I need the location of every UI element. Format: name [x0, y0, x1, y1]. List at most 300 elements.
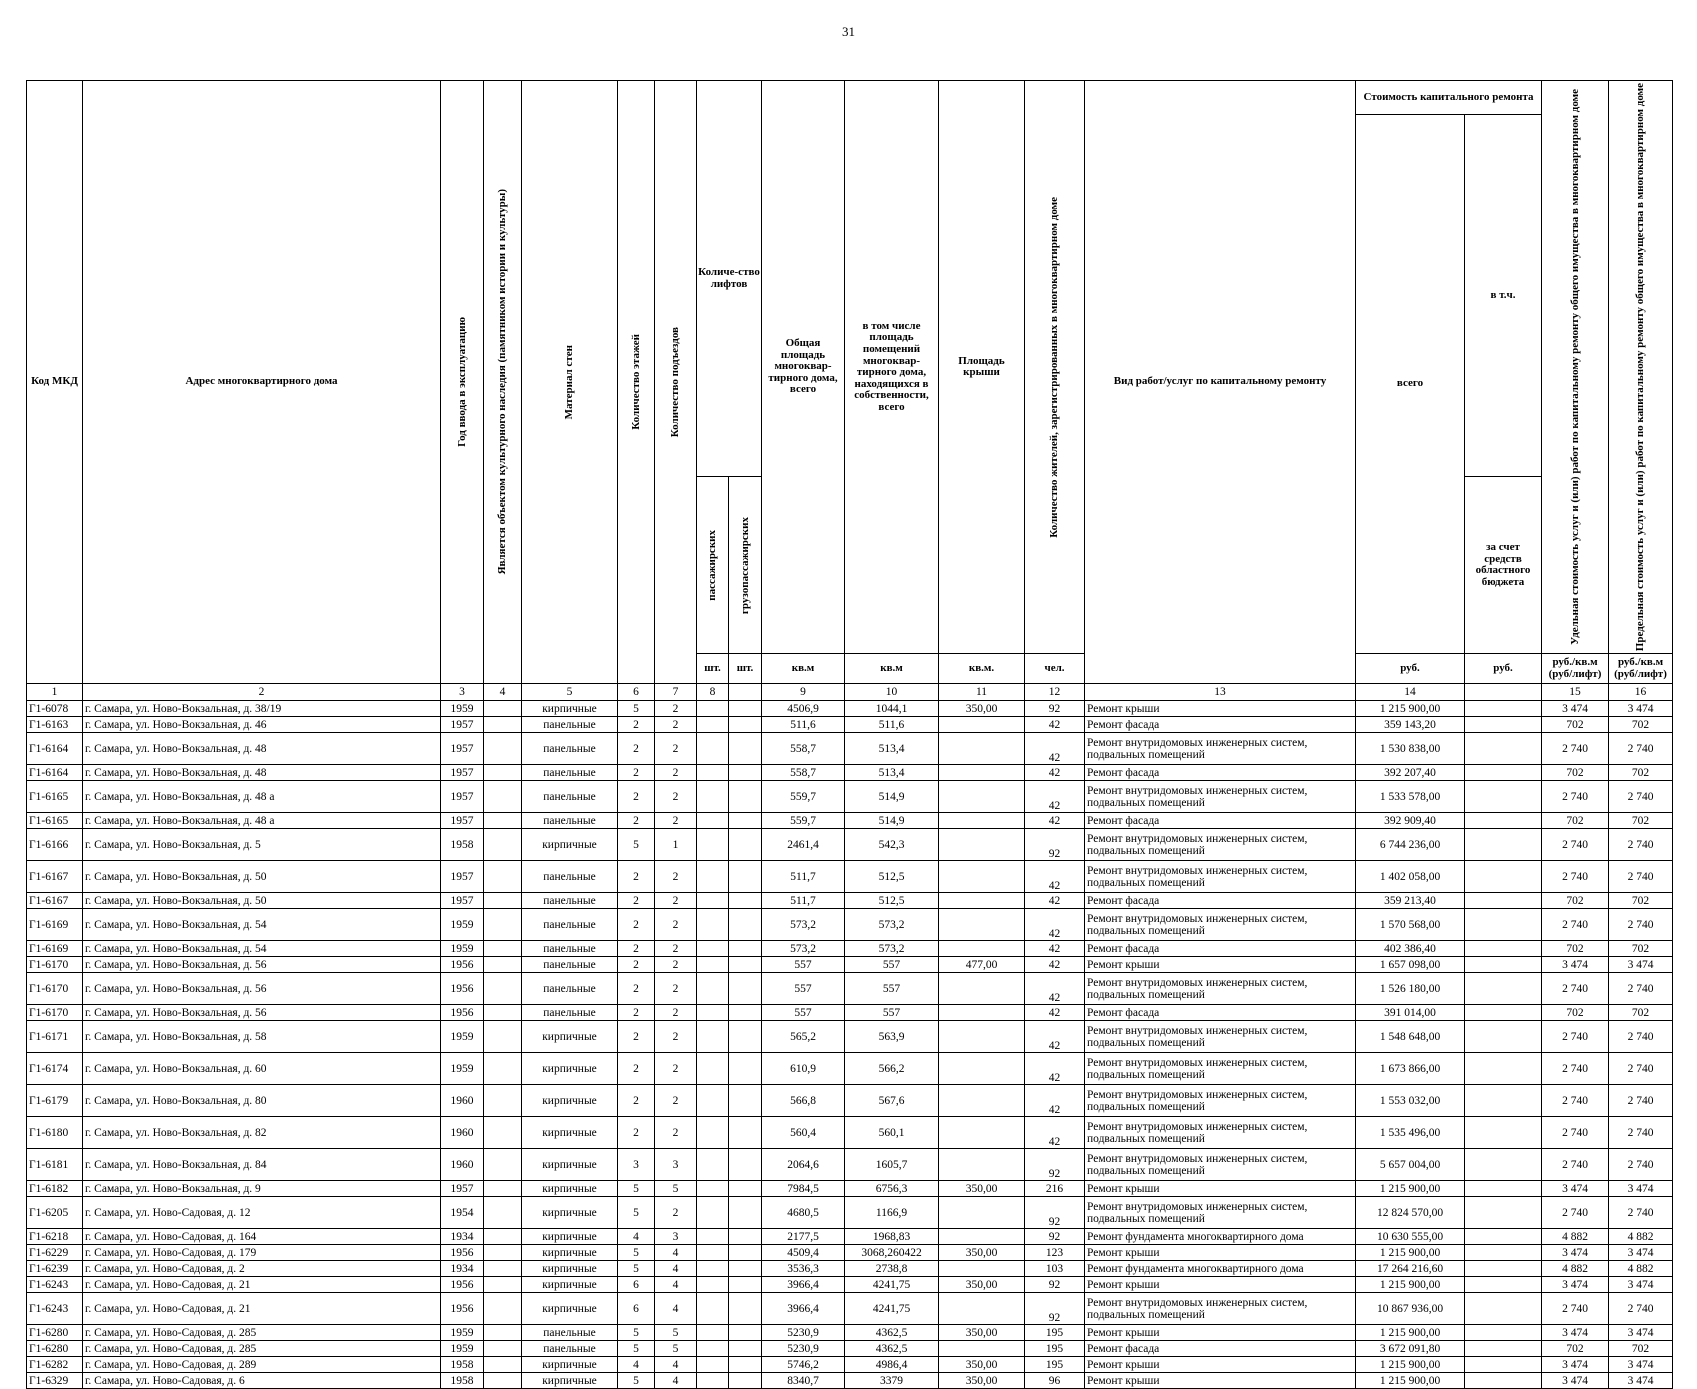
cell-address: г. Самара, ул. Ново-Вокзальная, д. 60	[83, 1053, 441, 1085]
cell-address: г. Самара, ул. Ново-Садовая, д. 21	[83, 1293, 441, 1325]
cell-lifts-cargo	[729, 829, 762, 861]
cell-address: г. Самара, ул. Ново-Вокзальная, д. 84	[83, 1149, 441, 1181]
cell-unit-cost: 2 740	[1542, 1117, 1609, 1149]
column-number: 10	[845, 684, 939, 701]
cell-owned-area: 1044,1	[845, 701, 939, 717]
cell-cost-regional	[1465, 957, 1542, 973]
cell-entrances: 2	[655, 1053, 697, 1085]
unit-lifts-cargo: шт.	[729, 654, 762, 684]
cell-cost-regional	[1465, 973, 1542, 1005]
cell-work-type: Ремонт фасада	[1085, 941, 1356, 957]
cell-walls: панельные	[522, 733, 618, 765]
cell-roof-area	[939, 941, 1025, 957]
cell-unit-cost: 2 740	[1542, 1197, 1609, 1229]
cell-unit-cost: 2 740	[1542, 1021, 1609, 1053]
cell-owned-area: 4362,5	[845, 1341, 939, 1357]
cell-year: 1957	[441, 861, 484, 893]
cell-lifts-pass	[697, 701, 729, 717]
cell-total-area: 560,4	[762, 1117, 845, 1149]
cell-cost-total: 359 143,20	[1356, 717, 1465, 733]
cell-work-type: Ремонт внутридомовых инженерных систем, подвальных помещений	[1085, 1021, 1356, 1053]
cell-roof-area	[939, 1005, 1025, 1021]
cell-cost-total: 6 744 236,00	[1356, 829, 1465, 861]
cell-heritage	[484, 909, 522, 941]
cell-heritage	[484, 973, 522, 1005]
cell-address: г. Самара, ул. Ново-Вокзальная, д. 54	[83, 941, 441, 957]
page-number: 31	[842, 24, 855, 39]
cell-lifts-cargo	[729, 1149, 762, 1181]
cell-entrances: 4	[655, 1293, 697, 1325]
cell-roof-area: 350,00	[939, 1181, 1025, 1197]
table-row	[27, 1149, 1673, 1181]
cell-lifts-cargo	[729, 1293, 762, 1325]
cell-code: Г1-6243	[27, 1293, 83, 1325]
cell-work-type: Ремонт крыши	[1085, 1181, 1356, 1197]
cell-code: Г1-6167	[27, 861, 83, 893]
cell-unit-cost: 2 740	[1542, 1053, 1609, 1085]
cell-code: Г1-6169	[27, 941, 83, 957]
cell-lifts-cargo	[729, 781, 762, 813]
col-entrances-header: Количество подъездов	[655, 81, 697, 684]
cell-year: 1956	[441, 1293, 484, 1325]
cell-lifts-cargo	[729, 909, 762, 941]
cell-cost-total: 5 657 004,00	[1356, 1149, 1465, 1181]
col-walls-header: Материал стен	[522, 81, 618, 684]
cell-address: г. Самара, ул. Ново-Вокзальная, д. 9	[83, 1181, 441, 1197]
cell-lifts-pass	[697, 1005, 729, 1021]
cell-residents: 42	[1025, 733, 1085, 765]
cell-heritage	[484, 1085, 522, 1117]
cell-unit-cost: 2 740	[1542, 829, 1609, 861]
cell-code: Г1-6078	[27, 701, 83, 717]
cell-roof-area	[939, 1341, 1025, 1357]
cell-year: 1959	[441, 1341, 484, 1357]
cell-total-area: 4506,9	[762, 701, 845, 717]
cell-cost-total: 1 535 496,00	[1356, 1117, 1465, 1149]
cell-lifts-pass	[697, 941, 729, 957]
cell-entrances: 2	[655, 893, 697, 909]
cell-heritage	[484, 1261, 522, 1277]
cell-total-area: 558,7	[762, 765, 845, 781]
cell-walls: панельные	[522, 957, 618, 973]
cell-unit-cost: 3 474	[1542, 1181, 1609, 1197]
cell-residents: 92	[1025, 829, 1085, 861]
table-row	[27, 1277, 1673, 1293]
cell-floors: 5	[618, 1261, 655, 1277]
table-row	[27, 829, 1673, 861]
cell-work-type: Ремонт внутридомовых инженерных систем, подвальных помещений	[1085, 1053, 1356, 1085]
table-row	[27, 1197, 1673, 1229]
cell-address: г. Самара, ул. Ново-Вокзальная, д. 5	[83, 829, 441, 861]
column-number: 13	[1085, 684, 1356, 701]
cell-residents: 42	[1025, 1085, 1085, 1117]
cell-owned-area: 6756,3	[845, 1181, 939, 1197]
cell-work-type: Ремонт внутридомовых инженерных систем, подвальных помещений	[1085, 1149, 1356, 1181]
cell-year: 1959	[441, 941, 484, 957]
cell-owned-area: 512,5	[845, 861, 939, 893]
table-row	[27, 733, 1673, 765]
column-number: 15	[1542, 684, 1609, 701]
cell-roof-area	[939, 1229, 1025, 1245]
cell-total-area: 2177,5	[762, 1229, 845, 1245]
cell-year: 1960	[441, 1085, 484, 1117]
table-row	[27, 781, 1673, 813]
cell-walls: кирпичные	[522, 1261, 618, 1277]
cell-work-type: Ремонт внутридомовых инженерных систем, подвальных помещений	[1085, 973, 1356, 1005]
cell-total-area: 573,2	[762, 941, 845, 957]
cell-code: Г1-6218	[27, 1229, 83, 1245]
cell-heritage	[484, 1277, 522, 1293]
cell-unit-cost: 3 474	[1542, 1277, 1609, 1293]
cell-address: г. Самара, ул. Ново-Вокзальная, д. 50	[83, 861, 441, 893]
cell-roof-area	[939, 717, 1025, 733]
cell-cost-regional	[1465, 781, 1542, 813]
repair-register-table	[26, 80, 1673, 1389]
cell-lifts-pass	[697, 1357, 729, 1373]
cell-floors: 2	[618, 1021, 655, 1053]
cell-residents: 195	[1025, 1357, 1085, 1373]
cell-work-type: Ремонт фундамента многоквартирного дома	[1085, 1261, 1356, 1277]
cell-year: 1954	[441, 1197, 484, 1229]
unit-max-cost: руб./кв.м (руб/лифт)	[1609, 654, 1673, 684]
cell-cost-total: 1 215 900,00	[1356, 1373, 1465, 1389]
cell-code: Г1-6170	[27, 957, 83, 973]
cell-lifts-pass	[697, 781, 729, 813]
cell-owned-area: 542,3	[845, 829, 939, 861]
cell-lifts-pass	[697, 813, 729, 829]
cell-lifts-cargo	[729, 1229, 762, 1245]
cell-work-type: Ремонт внутридомовых инженерных систем, подвальных помещений	[1085, 1197, 1356, 1229]
cell-code: Г1-6164	[27, 765, 83, 781]
cell-work-type: Ремонт фасада	[1085, 1341, 1356, 1357]
table-row	[27, 1053, 1673, 1085]
cell-floors: 5	[618, 1325, 655, 1341]
cell-cost-total: 3 672 091,80	[1356, 1341, 1465, 1357]
cell-lifts-pass	[697, 1085, 729, 1117]
cell-entrances: 2	[655, 1005, 697, 1021]
cell-floors: 4	[618, 1229, 655, 1245]
cell-heritage	[484, 1053, 522, 1085]
table-row	[27, 1117, 1673, 1149]
cell-residents: 92	[1025, 1229, 1085, 1245]
cell-cost-regional	[1465, 829, 1542, 861]
table-row	[27, 1181, 1673, 1197]
cell-walls: кирпичные	[522, 1229, 618, 1245]
cell-max-cost: 702	[1609, 893, 1673, 909]
column-number: 5	[522, 684, 618, 701]
cell-cost-regional	[1465, 717, 1542, 733]
cell-lifts-pass	[697, 765, 729, 781]
cell-address: г. Самара, ул. Ново-Садовая, д. 164	[83, 1229, 441, 1245]
cell-address: г. Самара, ул. Ново-Садовая, д. 285	[83, 1325, 441, 1341]
cell-heritage	[484, 1005, 522, 1021]
cell-residents: 42	[1025, 765, 1085, 781]
cell-entrances: 2	[655, 957, 697, 973]
cell-year: 1934	[441, 1229, 484, 1245]
cell-unit-cost: 3 474	[1542, 701, 1609, 717]
cell-owned-area: 3068,260422	[845, 1245, 939, 1261]
cell-lifts-pass	[697, 1053, 729, 1085]
col-cost-total-header: всего	[1356, 115, 1465, 654]
table-row	[27, 957, 1673, 973]
cell-roof-area	[939, 1293, 1025, 1325]
cell-lifts-cargo	[729, 813, 762, 829]
cell-unit-cost: 2 740	[1542, 909, 1609, 941]
cell-unit-cost: 4 882	[1542, 1229, 1609, 1245]
cell-year: 1957	[441, 765, 484, 781]
cell-address: г. Самара, ул. Ново-Вокзальная, д. 48	[83, 733, 441, 765]
cell-floors: 5	[618, 829, 655, 861]
cell-lifts-cargo	[729, 893, 762, 909]
cell-lifts-cargo	[729, 1341, 762, 1357]
cell-max-cost: 3 474	[1609, 1181, 1673, 1197]
cell-code: Г1-6205	[27, 1197, 83, 1229]
cell-entrances: 2	[655, 765, 697, 781]
cell-cost-total: 1 530 838,00	[1356, 733, 1465, 765]
cell-walls: панельные	[522, 909, 618, 941]
cell-entrances: 3	[655, 1149, 697, 1181]
cell-entrances: 2	[655, 1117, 697, 1149]
cell-max-cost: 2 740	[1609, 733, 1673, 765]
cell-floors: 2	[618, 733, 655, 765]
table-row	[27, 701, 1673, 717]
cell-walls: панельные	[522, 973, 618, 1005]
cell-owned-area: 514,9	[845, 781, 939, 813]
cell-code: Г1-6180	[27, 1117, 83, 1149]
cell-lifts-pass	[697, 957, 729, 973]
cell-entrances: 5	[655, 1181, 697, 1197]
cell-total-area: 5230,9	[762, 1325, 845, 1341]
cell-walls: панельные	[522, 765, 618, 781]
cell-heritage	[484, 1325, 522, 1341]
cell-max-cost: 4 882	[1609, 1229, 1673, 1245]
cell-heritage	[484, 957, 522, 973]
cell-heritage	[484, 829, 522, 861]
cell-max-cost: 702	[1609, 1341, 1673, 1357]
cell-lifts-pass	[697, 733, 729, 765]
cell-lifts-cargo	[729, 717, 762, 733]
cell-lifts-pass	[697, 1021, 729, 1053]
table-row	[27, 1245, 1673, 1261]
cell-cost-regional	[1465, 765, 1542, 781]
cell-roof-area	[939, 765, 1025, 781]
cell-roof-area	[939, 893, 1025, 909]
cell-cost-regional	[1465, 1373, 1542, 1389]
cell-work-type: Ремонт крыши	[1085, 1325, 1356, 1341]
cell-residents: 42	[1025, 861, 1085, 893]
cell-floors: 5	[618, 701, 655, 717]
cell-floors: 2	[618, 781, 655, 813]
cell-work-type: Ремонт внутридомовых инженерных систем, подвальных помещений	[1085, 909, 1356, 941]
cell-code: Г1-6229	[27, 1245, 83, 1261]
cell-floors: 2	[618, 765, 655, 781]
cell-max-cost: 2 740	[1609, 1117, 1673, 1149]
cell-roof-area: 350,00	[939, 1325, 1025, 1341]
cell-cost-total: 1 402 058,00	[1356, 861, 1465, 893]
cell-year: 1958	[441, 1373, 484, 1389]
cell-lifts-pass	[697, 1325, 729, 1341]
cell-lifts-cargo	[729, 1197, 762, 1229]
cell-max-cost: 2 740	[1609, 1149, 1673, 1181]
col-floors-header: Количество этажей	[618, 81, 655, 684]
cell-cost-total: 12 824 570,00	[1356, 1197, 1465, 1229]
unit-cost-total: руб.	[1356, 654, 1465, 684]
cell-lifts-cargo	[729, 1261, 762, 1277]
cell-address: г. Самара, ул. Ново-Вокзальная, д. 50	[83, 893, 441, 909]
cell-total-area: 4680,5	[762, 1197, 845, 1229]
unit-cost-regional: руб.	[1465, 654, 1542, 684]
cell-floors: 2	[618, 813, 655, 829]
table-row	[27, 1293, 1673, 1325]
cell-address: г. Самара, ул. Ново-Вокзальная, д. 48 а	[83, 781, 441, 813]
cell-owned-area: 573,2	[845, 941, 939, 957]
cell-lifts-pass	[697, 1149, 729, 1181]
cell-total-area: 511,6	[762, 717, 845, 733]
cell-year: 1934	[441, 1261, 484, 1277]
cell-cost-total: 10 630 555,00	[1356, 1229, 1465, 1245]
cell-residents: 195	[1025, 1341, 1085, 1357]
cell-entrances: 4	[655, 1245, 697, 1261]
cell-heritage	[484, 765, 522, 781]
cell-residents: 103	[1025, 1261, 1085, 1277]
cell-cost-total: 10 867 936,00	[1356, 1293, 1465, 1325]
table-row	[27, 893, 1673, 909]
cell-work-type: Ремонт фундамента многоквартирного дома	[1085, 1229, 1356, 1245]
cell-cost-regional	[1465, 1005, 1542, 1021]
cell-owned-area: 1166,9	[845, 1197, 939, 1229]
cell-walls: кирпичные	[522, 1053, 618, 1085]
cell-lifts-cargo	[729, 733, 762, 765]
cell-lifts-cargo	[729, 1085, 762, 1117]
cell-address: г. Самара, ул. Ново-Вокзальная, д. 56	[83, 1005, 441, 1021]
col-max-cost-header: Предельная стоимость услуг и (или) работ по капитальному ремонту общего имущества в многоквартирном доме	[1609, 81, 1673, 654]
cell-lifts-pass	[697, 893, 729, 909]
cell-cost-regional	[1465, 1197, 1542, 1229]
cell-year: 1959	[441, 1325, 484, 1341]
cell-floors: 2	[618, 1005, 655, 1021]
cell-total-area: 511,7	[762, 861, 845, 893]
col-residents-header: Количество жителей, зарегистрированных в многоквартирном доме	[1025, 81, 1085, 654]
cell-work-type: Ремонт крыши	[1085, 1277, 1356, 1293]
cell-heritage	[484, 1021, 522, 1053]
cell-total-area: 511,7	[762, 893, 845, 909]
cell-lifts-cargo	[729, 973, 762, 1005]
cell-entrances: 2	[655, 1021, 697, 1053]
cell-cost-regional	[1465, 1117, 1542, 1149]
table-row	[27, 717, 1673, 733]
cell-owned-area: 2738,8	[845, 1261, 939, 1277]
cell-roof-area: 477,00	[939, 957, 1025, 973]
cell-max-cost: 3 474	[1609, 1325, 1673, 1341]
cell-total-area: 3966,4	[762, 1277, 845, 1293]
cell-cost-regional	[1465, 701, 1542, 717]
cell-residents: 42	[1025, 893, 1085, 909]
cell-roof-area	[939, 1117, 1025, 1149]
cell-cost-regional	[1465, 1053, 1542, 1085]
cell-max-cost: 702	[1609, 813, 1673, 829]
cell-address: г. Самара, ул. Ново-Вокзальная, д. 38/19	[83, 701, 441, 717]
cell-heritage	[484, 1373, 522, 1389]
cell-code: Г1-6166	[27, 829, 83, 861]
cell-roof-area: 350,00	[939, 1277, 1025, 1293]
cell-unit-cost: 2 740	[1542, 1149, 1609, 1181]
cell-max-cost: 2 740	[1609, 861, 1673, 893]
cell-max-cost: 3 474	[1609, 1277, 1673, 1293]
cell-residents: 92	[1025, 1197, 1085, 1229]
cell-walls: панельные	[522, 1325, 618, 1341]
cell-lifts-pass	[697, 973, 729, 1005]
cell-unit-cost: 3 474	[1542, 1357, 1609, 1373]
cell-cost-regional	[1465, 1357, 1542, 1373]
cell-floors: 6	[618, 1293, 655, 1325]
cell-walls: панельные	[522, 893, 618, 909]
cell-roof-area	[939, 1261, 1025, 1277]
cell-max-cost: 702	[1609, 1005, 1673, 1021]
cell-unit-cost: 2 740	[1542, 1293, 1609, 1325]
cell-max-cost: 702	[1609, 717, 1673, 733]
cell-entrances: 4	[655, 1357, 697, 1373]
cell-floors: 3	[618, 1149, 655, 1181]
unit-roof-area: кв.м.	[939, 654, 1025, 684]
col-code-header: Код МКД	[27, 81, 83, 684]
cell-lifts-pass	[697, 1229, 729, 1245]
cell-lifts-pass	[697, 717, 729, 733]
column-number: 9	[762, 684, 845, 701]
table-row	[27, 1341, 1673, 1357]
cell-max-cost: 2 740	[1609, 829, 1673, 861]
cell-unit-cost: 2 740	[1542, 1085, 1609, 1117]
cell-total-area: 557	[762, 957, 845, 973]
cell-cost-regional	[1465, 1181, 1542, 1197]
cell-walls: кирпичные	[522, 1149, 618, 1181]
unit-unit-cost: руб./кв.м (руб/лифт)	[1542, 654, 1609, 684]
cell-entrances: 2	[655, 973, 697, 1005]
cell-cost-regional	[1465, 1325, 1542, 1341]
cell-residents: 42	[1025, 957, 1085, 973]
cell-year: 1960	[441, 1149, 484, 1181]
cell-roof-area: 350,00	[939, 701, 1025, 717]
cell-entrances: 2	[655, 1085, 697, 1117]
cell-lifts-pass	[697, 861, 729, 893]
cell-work-type: Ремонт внутридомовых инженерных систем, подвальных помещений	[1085, 781, 1356, 813]
cell-residents: 96	[1025, 1373, 1085, 1389]
cell-max-cost: 3 474	[1609, 701, 1673, 717]
cell-work-type: Ремонт крыши	[1085, 1357, 1356, 1373]
cell-address: г. Самара, ул. Ново-Садовая, д. 285	[83, 1341, 441, 1357]
cell-year: 1958	[441, 1357, 484, 1373]
cell-heritage	[484, 861, 522, 893]
cell-walls: кирпичные	[522, 1117, 618, 1149]
cell-code: Г1-6167	[27, 893, 83, 909]
cell-total-area: 8340,7	[762, 1373, 845, 1389]
cell-lifts-cargo	[729, 941, 762, 957]
cell-total-area: 573,2	[762, 909, 845, 941]
cell-roof-area	[939, 861, 1025, 893]
cell-heritage	[484, 1197, 522, 1229]
cell-owned-area: 512,5	[845, 893, 939, 909]
cell-address: г. Самара, ул. Ново-Вокзальная, д. 54	[83, 909, 441, 941]
cell-owned-area: 4362,5	[845, 1325, 939, 1341]
cell-owned-area: 4241,75	[845, 1277, 939, 1293]
cell-max-cost: 2 740	[1609, 973, 1673, 1005]
cell-entrances: 5	[655, 1341, 697, 1357]
cell-roof-area	[939, 1197, 1025, 1229]
cell-unit-cost: 3 474	[1542, 1325, 1609, 1341]
cell-owned-area: 1968,83	[845, 1229, 939, 1245]
cell-walls: панельные	[522, 781, 618, 813]
cell-total-area: 3966,4	[762, 1293, 845, 1325]
cell-work-type: Ремонт крыши	[1085, 1245, 1356, 1261]
